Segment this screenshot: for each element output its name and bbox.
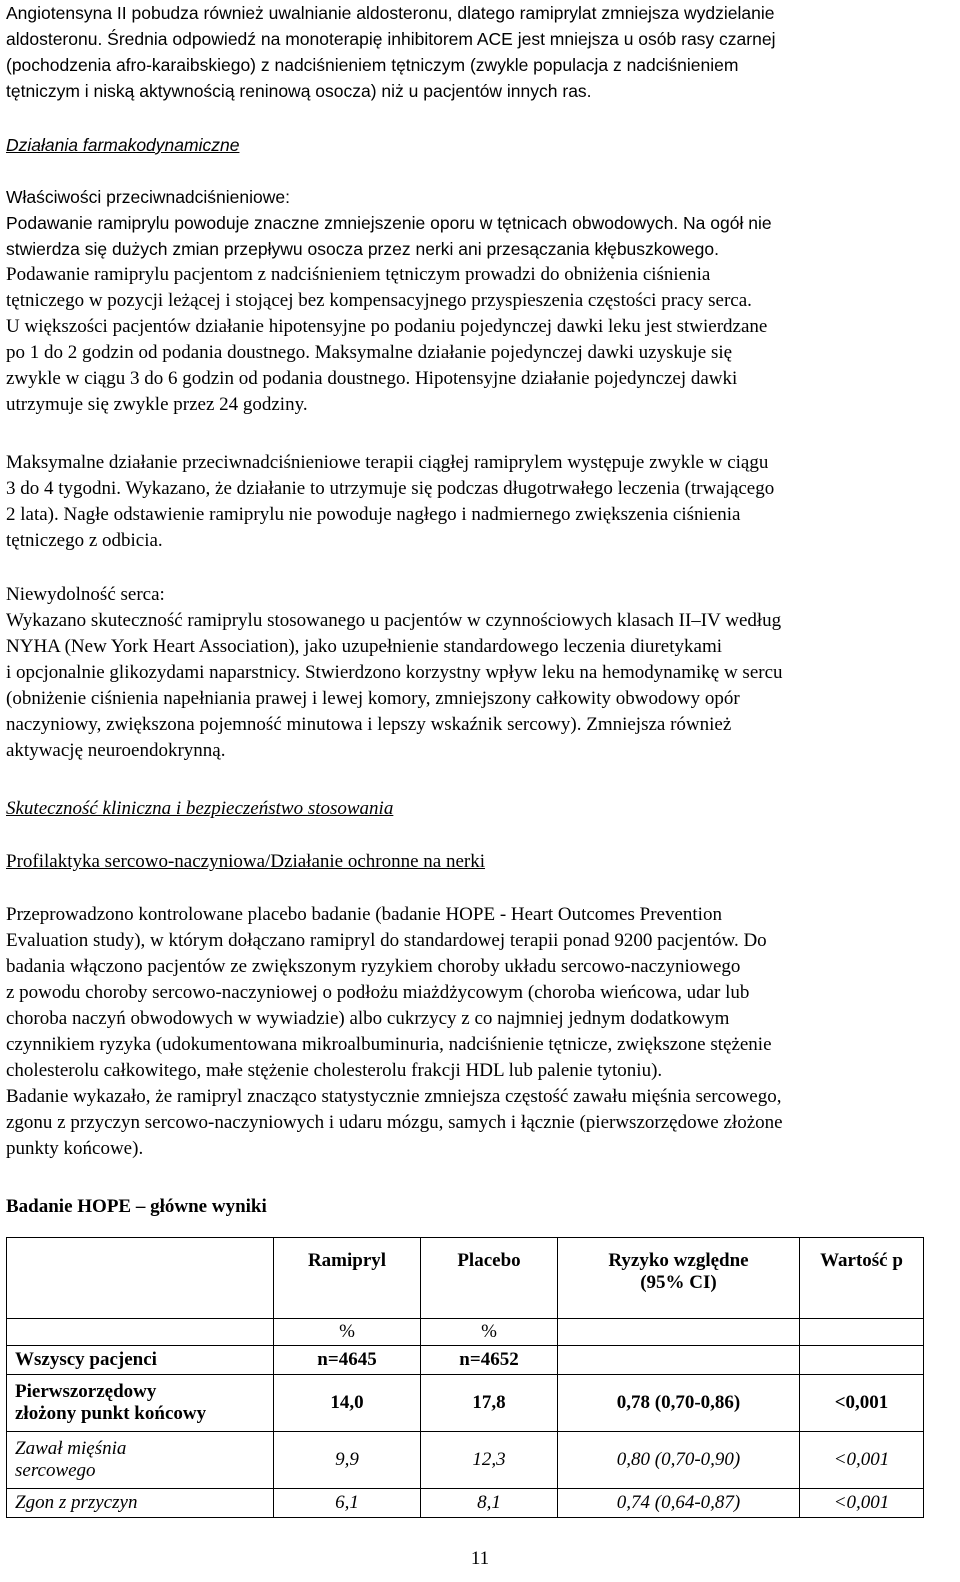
text-line: Maksymalne działanie przeciwnadciśnieniowe terapii ciągłej ramiprylem występuje zwykle w ciągu (6, 452, 769, 473)
table-row (7, 1375, 924, 1432)
header-relative-risk-line1: Ryzyko względne (608, 1250, 749, 1271)
text-line: NYHA (New York Heart Association), jako uzupełnienie standardowego leczenia diuretykami (6, 636, 722, 657)
efficacy-heading (6, 796, 954, 822)
prophylaxis-heading (6, 849, 954, 875)
text-line: Przeprowadzono kontrolowane placebo badanie (badanie HOPE - Heart Outcomes Prevention (6, 904, 722, 925)
row-label: Wszyscy pacjenci (7, 1346, 274, 1375)
table-cell: <0,001 (800, 1375, 924, 1432)
section-heading: Działania farmakodynamiczne (6, 135, 240, 155)
text-line: stwierdza się dużych zmian przepływu osocza przez nerki ani przesączania kłębuszkowego. (6, 239, 719, 259)
table-row (7, 1319, 924, 1346)
table-cell (558, 1346, 800, 1375)
text-line: tętniczym i niską aktywnością reninową osocza) niż u pacjentów innych ras. (6, 81, 592, 101)
text-line: badania włączono pacjentów ze zwiększonym ryzykiem choroby układu sercowo-naczyniowego (6, 956, 741, 977)
table-cell: 14,0 (274, 1375, 421, 1432)
results-heading (6, 1194, 954, 1220)
text-line: tętniczego z odbicia. (6, 530, 163, 551)
row-label (7, 1375, 274, 1432)
text-line: Wykazano skuteczność ramiprylu stosowanego u pacjentów w czynnościowych klasach II–IV według (6, 610, 782, 631)
hope-study-paragraph (6, 902, 954, 1162)
text-line: Badanie wykazało, że ramipryl znacząco statystycznie zmniejsza częstość zawału mięśnia sercowego, (6, 1086, 782, 1107)
subsection-heading: Właściwości przeciwnadciśnieniowe: (6, 187, 290, 207)
page-number: 11 (470, 1548, 490, 1569)
text-line: cholesterolu całkowitego, małe stężenie cholesterolu frakcji HDL lub palenie tytoniu). (6, 1060, 663, 1081)
text-line: utrzymuje się zwykle przez 24 godziny. (6, 394, 308, 415)
text-line: po 1 do 2 godzin od podania doustnego. Maksymalne działanie pojedynczej dawki uzyskuje się (6, 342, 733, 363)
table-cell: 0,80 (0,70-0,90) (558, 1432, 800, 1489)
table-cell: % (274, 1319, 421, 1346)
row-label-line: złożony punkt końcowy (15, 1403, 207, 1424)
header-p-value: Wartość p (800, 1238, 924, 1319)
table-cell: 8,1 (421, 1489, 558, 1518)
header-relative-risk (558, 1238, 800, 1319)
table-cell (800, 1319, 924, 1346)
text-line: aldosteronu. Średnia odpowiedź na monoterapię inhibitorem ACE jest mniejsza u osób rasy czarnej (6, 29, 776, 49)
text-line: U większości pacjentów działanie hipotensyjne po podaniu pojedynczej dawki leku jest stwierdzane (6, 316, 768, 337)
table-cell: 0,74 (0,64-0,87) (558, 1489, 800, 1518)
hope-results-table (6, 1237, 924, 1518)
header-ramipryl: Ramipryl (274, 1238, 421, 1319)
header-relative-risk-line2: (95% CI) (640, 1272, 717, 1293)
heart-failure-paragraph (6, 582, 954, 764)
text-line: z powodu choroby sercowo-naczyniowej o podłożu miażdżycowym (choroba wieńcowa, udar lub (6, 982, 750, 1003)
text-line: zgonu z przyczyn sercowo-naczyniowych i udaru mózgu, samych i łącznie (pierwszorzędowe złożone (6, 1112, 783, 1133)
text-line: punkty końcowe). (6, 1138, 144, 1159)
table-row (7, 1346, 924, 1375)
table-cell: <0,001 (800, 1489, 924, 1518)
table-cell: n=4652 (421, 1346, 558, 1375)
row-label (7, 1432, 274, 1489)
text-line: (obniżenie ciśnienia napełniania prawej i lewej komory, zmniejszony całkowity obwodowy opór (6, 688, 740, 709)
row-label-line: Zawał mięśnia (15, 1438, 127, 1459)
text-line: tętniczego w pozycji leżącej i stojącej bez kompensacyjnego przyspieszenia częstości pracy serca. (6, 290, 752, 311)
table-cell: 12,3 (421, 1432, 558, 1489)
text-line: choroba naczyń obwodowych w wywiadzie) albo cukrzycy z co najmniej jednym dodatkowym (6, 1008, 730, 1029)
text-line: (pochodzenia afro-karaibskiego) z nadciśnieniem tętniczym (zwykle populacja z nadciśnieniem (6, 55, 739, 75)
table-title: Badanie HOPE – główne wyniki (6, 1196, 267, 1217)
table-cell: 6,1 (274, 1489, 421, 1518)
text-line: 3 do 4 tygodni. Wykazano, że działanie to utrzymuje się podczas długotrwałego leczenia (trwającego (6, 478, 775, 499)
text-line: zwykle w ciągu 3 do 6 godzin od podania doustnego. Hipotensyjne działanie pojedynczej dawki (6, 368, 738, 389)
intro-paragraph (6, 0, 954, 104)
table-row (7, 1489, 924, 1518)
text-line: Evaluation study), w którym dołączano ramipryl do standardowej terapii ponad 9200 pacjentów. Do (6, 930, 767, 951)
text-line: aktywację neuroendokrynną. (6, 740, 226, 761)
table-row (7, 1432, 924, 1489)
table-header-row (7, 1238, 924, 1319)
row-label: Zgon z przyczyn (7, 1489, 274, 1518)
section-heading: Profilaktyka sercowo-naczyniowa/Działanie ochronne na nerki (6, 851, 486, 872)
table-cell: 9,9 (274, 1432, 421, 1489)
table-cell: % (421, 1319, 558, 1346)
section-heading: Skuteczność kliniczna i bezpieczeństwo stosowania (6, 798, 394, 819)
text-line: czynnikiem ryzyka (udokumentowana mikroalbuminuria, nadciśnienie tętnicze, zwiększone stężenie (6, 1034, 772, 1055)
pharmacodynamics-heading (6, 132, 954, 158)
text-line: Angiotensyna II pobudza również uwalnianie aldosteronu, dlatego ramiprylat zmniejsza wydzielanie (6, 3, 775, 23)
max-effect-paragraph (6, 450, 954, 554)
table-cell: 0,78 (0,70-0,86) (558, 1375, 800, 1432)
text-line: Podawanie ramiprylu pacjentom z nadciśnieniem tętniczym prowadzi do obniżenia ciśnienia (6, 264, 711, 285)
table-cell: n=4645 (274, 1346, 421, 1375)
header-placebo: Placebo (421, 1238, 558, 1319)
table-cell (800, 1346, 924, 1375)
text-line: naczyniowy, zwiększona pojemność minutowa i lepszy wskaźnik sercowy). Zmniejsza również (6, 714, 732, 735)
text-line: 2 lata). Nagłe odstawienie ramiprylu nie powoduje nagłego i nadmiernego zwiększenia ciśnienia (6, 504, 741, 525)
antihypertensive-paragraph (6, 184, 954, 418)
text-line: Podawanie ramiprylu powoduje znaczne zmniejszenie oporu w tętnicach obwodowych. Na ogół nie (6, 213, 772, 233)
text-line: i opcjonalnie glikozydami naparstnicy. Stwierdzono korzystny wpływ leku na hemodynamikę w sercu (6, 662, 783, 683)
table-cell (558, 1319, 800, 1346)
table-cell (7, 1319, 274, 1346)
row-label-line: Pierwszorzędowy (15, 1381, 157, 1402)
table-cell: 17,8 (421, 1375, 558, 1432)
subsection-heading: Niewydolność serca: (6, 584, 165, 605)
row-label-line: sercowego (15, 1460, 96, 1481)
table-header-empty (7, 1238, 274, 1319)
table-cell: <0,001 (800, 1432, 924, 1489)
